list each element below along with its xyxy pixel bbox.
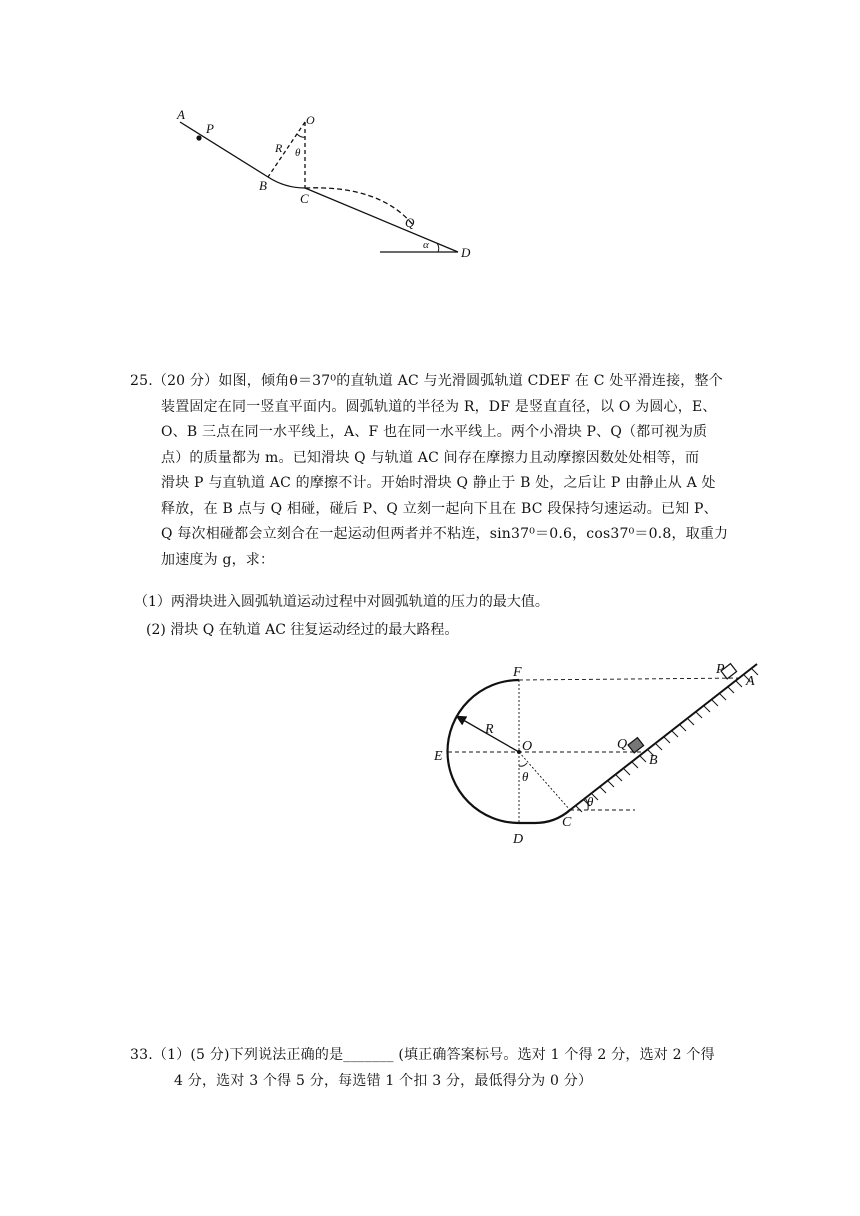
figure-2-loop-track-diagram [425, 655, 770, 850]
block-q [628, 738, 644, 753]
track-ab-line [180, 122, 268, 177]
label-d: D [513, 832, 524, 847]
question-25-text-line: 释放，在 B 点与 Q 相碰，碰后 P、Q 立刻一起向下且在 BC 段保持匀速运动。已知 P、 [161, 500, 718, 517]
label-alpha: α [423, 239, 429, 251]
question-33 [130, 1043, 715, 1094]
label-d: D [461, 245, 471, 260]
question-25-sub-2: (2) 滑块 Q 在轨道 AC 往复运动经过的最大路程。 [146, 622, 459, 638]
label-c: C [300, 191, 309, 206]
label-e: E [434, 749, 443, 764]
label-p: P [716, 662, 725, 677]
question-25 [130, 369, 740, 573]
question-25-text-line: Q 每次相碰都会立刻合在一起运动但两者并不粘连，sin37⁰＝0.6，cos37⁰＝0.8，取重力 [161, 526, 729, 542]
question-25-text-line: 装置固定在同一竖直平面内。圆弧轨道的半径为 R，DF 是竖直直径，以 O 为圆心，E、 [161, 398, 717, 415]
track-cd-line [305, 188, 458, 252]
arc-bc [268, 177, 305, 188]
question-25-text-line: 滑块 P 与直轨道 AC 的摩擦不计。开始时滑块 Q 静止于 B 处，之后让 P 由静止从 A 处 [161, 475, 716, 491]
label-theta: θ [295, 147, 301, 159]
label-a: A [746, 674, 755, 689]
theta-angle-arc-1 [297, 134, 305, 137]
theta-angle-arc-at-o [519, 763, 527, 766]
label-o: O [306, 113, 315, 127]
label-theta-o: θ [522, 769, 529, 784]
question-25-sub-1: （1）两滑块进入圆弧轨道运动过程中对圆弧轨道的压力的最大值。 [134, 594, 549, 610]
label-b: B [649, 753, 658, 768]
label-r: R [485, 722, 494, 737]
figure-1-incline-diagram [165, 105, 485, 265]
label-r: R [275, 141, 283, 155]
question-25-text-line: 点）的质量都为 m。已知滑块 Q 与轨道 AC 间存在摩擦力且动摩擦因数处处相等，而 [161, 449, 700, 466]
incline-track-ac [570, 664, 757, 810]
question-25-first-line [130, 369, 740, 395]
label-c: C [562, 815, 572, 830]
trajectory-dashed-arc [305, 188, 413, 225]
label-a: A [177, 107, 185, 122]
question-25-score: （20 分） [152, 373, 219, 389]
point-p-dot [196, 135, 201, 140]
center-o-dot [517, 750, 521, 754]
question-33-text-line: （1）(5 分)下列说法正确的是_______ (填正确答案标号。选对 1 个得 2 分，选对 2 个得 [152, 1047, 715, 1063]
question-25-text-line: 加速度为 g，求： [161, 551, 275, 568]
dashed-line-f-to-a [519, 678, 742, 680]
question-25-text-line: O、B 三点在同一水平线上，A、F 也在同一水平线上。两个小滑块 P、Q（都可视为质 [161, 424, 708, 440]
label-q: Q [617, 737, 628, 752]
question-25-text-line: 如图，倾角θ＝37⁰的直轨道 AC 与光滑圆弧轨道 CDEF 在 C 处平滑连接，整个 [218, 373, 723, 389]
label-p: P [206, 121, 214, 136]
label-q: Q [405, 215, 415, 230]
label-f: F [513, 665, 522, 680]
incline-hatching [576, 669, 758, 812]
question-33-number: 33. [130, 1047, 153, 1063]
label-o: O [522, 739, 533, 754]
question-25-number: 25. [130, 373, 153, 389]
circular-track-arc [448, 680, 570, 823]
label-b: B [259, 178, 267, 193]
label-theta-c: θ [587, 794, 594, 809]
question-33-text-line: 4 分，选对 3 个得 5 分，每选错 1 个扣 3 分，最低得分为 0 分） [174, 1072, 593, 1089]
question-33-first-line [130, 1043, 715, 1069]
